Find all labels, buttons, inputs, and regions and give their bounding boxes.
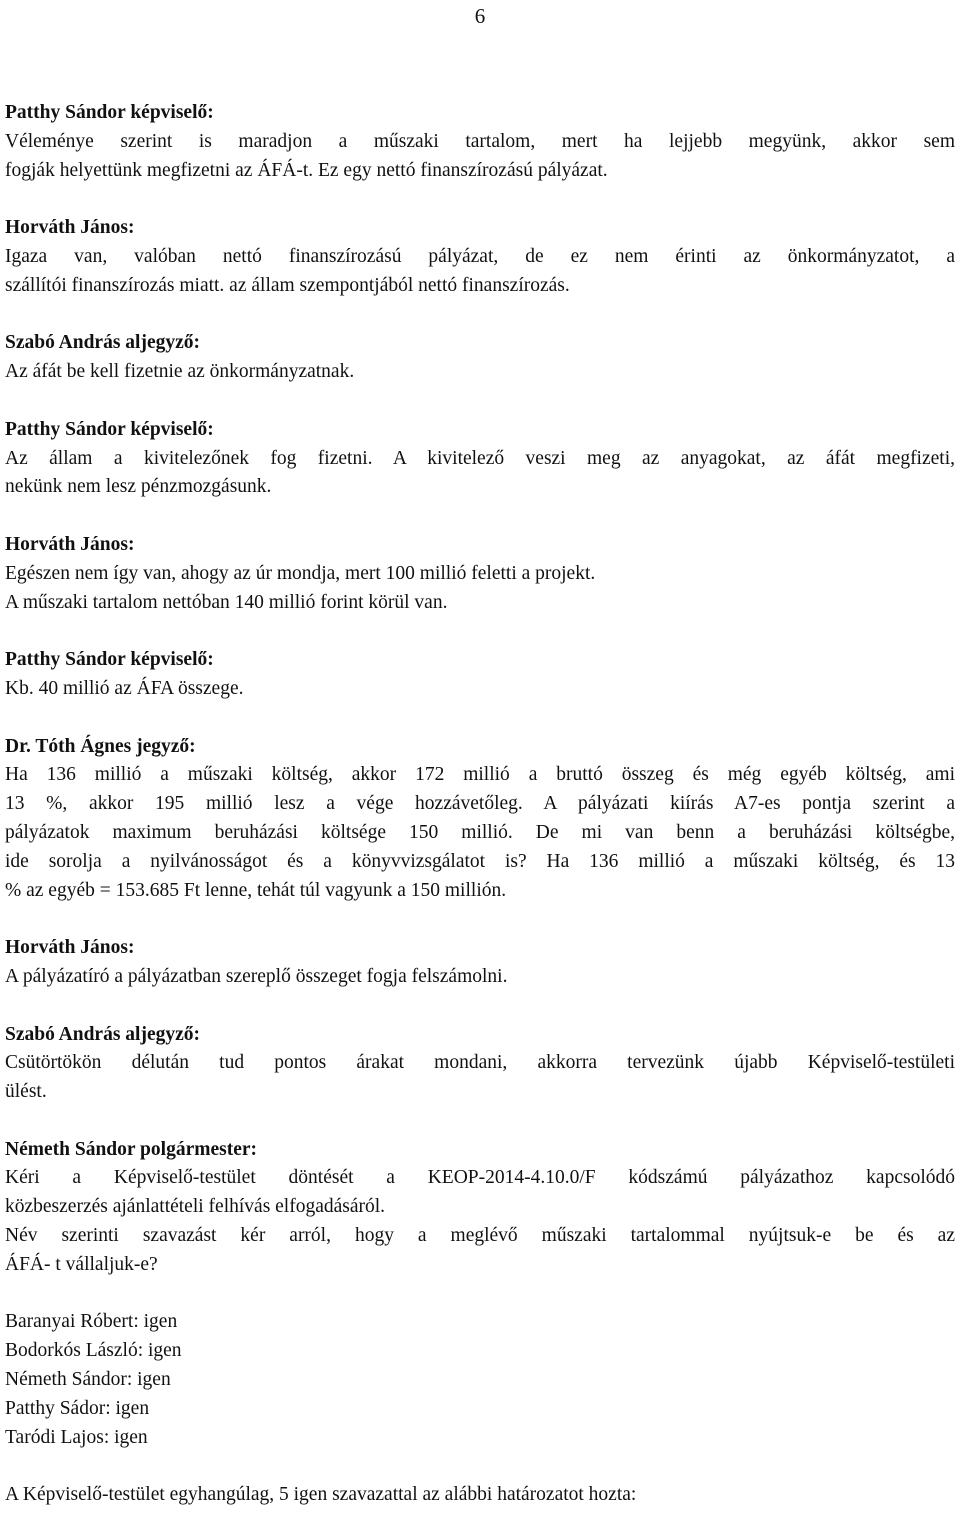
speech-line: Kb. 40 millió az ÁFA összege. xyxy=(5,677,244,699)
vote-entry: Baranyai Róbert: igen xyxy=(5,1311,178,1333)
speaker-name: Horváth János: xyxy=(5,937,135,959)
speech-block xyxy=(5,329,955,387)
speech-line: pályázatok maximum beruházási költsége 150 millió. De mi van benn a beruházási költségbe, xyxy=(5,821,955,843)
vote-entry: Patthy Sádor: igen xyxy=(5,1397,150,1419)
speech-line: Az áfát be kell fizetnie az önkormányzatnak. xyxy=(5,361,355,383)
speech-line: nekünk nem lesz pénzmozgásunk. xyxy=(5,476,272,498)
speech-line: Véleménye szerint is maradjon a műszaki tartalom, mert ha lejjebb megyünk, akkor sem xyxy=(5,130,955,152)
speech-block xyxy=(5,1021,955,1107)
speech-block xyxy=(5,531,955,617)
speech-block xyxy=(5,934,955,992)
speech-line: szállítói finanszírozás miatt. az állam szempontjából nettó finanszírozás. xyxy=(5,274,570,296)
vote-list xyxy=(5,1308,955,1452)
resolution-intro: A Képviselő-testület egyhangúlag, 5 igen szavazattal az alábbi határozatot hozta: xyxy=(5,1484,637,1506)
speech-line: Az állam a kivitelezőnek fog fizetni. A kivitelező veszi meg az anyagokat, az áfát megfizeti, xyxy=(5,447,955,469)
speaker-name: Horváth János: xyxy=(5,217,135,239)
speech-line: Kéri a Képviselő-testület döntését a KEOP-2014-4.10.0/F kódszámú pályázathoz kapcsolódó xyxy=(5,1167,955,1189)
speech-line: Egészen nem így van, ahogy az úr mondja, mert 100 millió feletti a projekt. xyxy=(5,562,596,584)
speech-block xyxy=(5,99,955,185)
minutes-body xyxy=(5,99,955,1510)
speech-line: 13 %, akkor 195 millió lesz a vége hozzávetőleg. A pályázati kiírás A7-es pontja szerint a xyxy=(5,793,955,815)
speech-line: A pályázatíró a pályázatban szereplő összeget fogja felszámolni. xyxy=(5,965,508,987)
speech-line: ÁFÁ- t vállaljuk-e? xyxy=(5,1253,158,1275)
speaker-name: Patthy Sándor képviselő: xyxy=(5,418,214,440)
vote-entry: Taródi Lajos: igen xyxy=(5,1426,148,1448)
speech-block xyxy=(5,733,955,906)
speech-line: fogják helyettünk megfizetni az ÁFÁ-t. Ez egy nettó finanszírozású pályázat. xyxy=(5,159,608,181)
speech-line: % az egyéb = 153.685 Ft lenne, tehát túl vagyunk a 150 millión. xyxy=(5,879,507,901)
speech-line: Név szerinti szavazást kér arról, hogy a meglévő műszaki tartalommal nyújtsuk-e be és az xyxy=(5,1225,955,1247)
speaker-name: Szabó András aljegyző: xyxy=(5,332,200,354)
speech-block xyxy=(5,416,955,502)
speech-line: ide sorolja a nyilvánosságot és a könyvvizsgálatot is? Ha 136 millió a műszaki költség, és 13 xyxy=(5,850,955,872)
speech-line: A műszaki tartalom nettóban 140 millió forint körül van. xyxy=(5,591,448,613)
speaker-name: Németh Sándor polgármester: xyxy=(5,1138,258,1160)
speech-block xyxy=(5,646,955,704)
speech-line: ülést. xyxy=(5,1081,47,1103)
speech-line: Ha 136 millió a műszaki költség, akkor 172 millió a bruttó összeg és még egyéb költség, ami xyxy=(5,764,955,786)
speaker-name: Horváth János: xyxy=(5,533,135,555)
speech-line: Igaza van, valóban nettó finanszírozású pályázat, de ez nem érinti az önkormányzatot, a xyxy=(5,245,955,267)
speaker-name: Patthy Sándor képviselő: xyxy=(5,649,214,671)
speech-line: közbeszerzés ajánlattételi felhívás elfogadásáról. xyxy=(5,1196,386,1218)
speaker-name: Dr. Tóth Ágnes jegyző: xyxy=(5,735,196,757)
vote-entry: Bodorkós László: igen xyxy=(5,1340,182,1362)
speech-line: Csütörtökön délután tud pontos árakat mondani, akkorra tervezünk újabb Képviselő-testületi xyxy=(5,1052,955,1074)
page-number: 6 xyxy=(474,4,486,28)
speaker-name: Patthy Sándor képviselő: xyxy=(5,102,214,123)
vote-entry: Németh Sándor: igen xyxy=(5,1369,171,1391)
speech-block xyxy=(5,1136,955,1280)
speech-block xyxy=(5,214,955,300)
speaker-name: Szabó András aljegyző: xyxy=(5,1023,200,1045)
